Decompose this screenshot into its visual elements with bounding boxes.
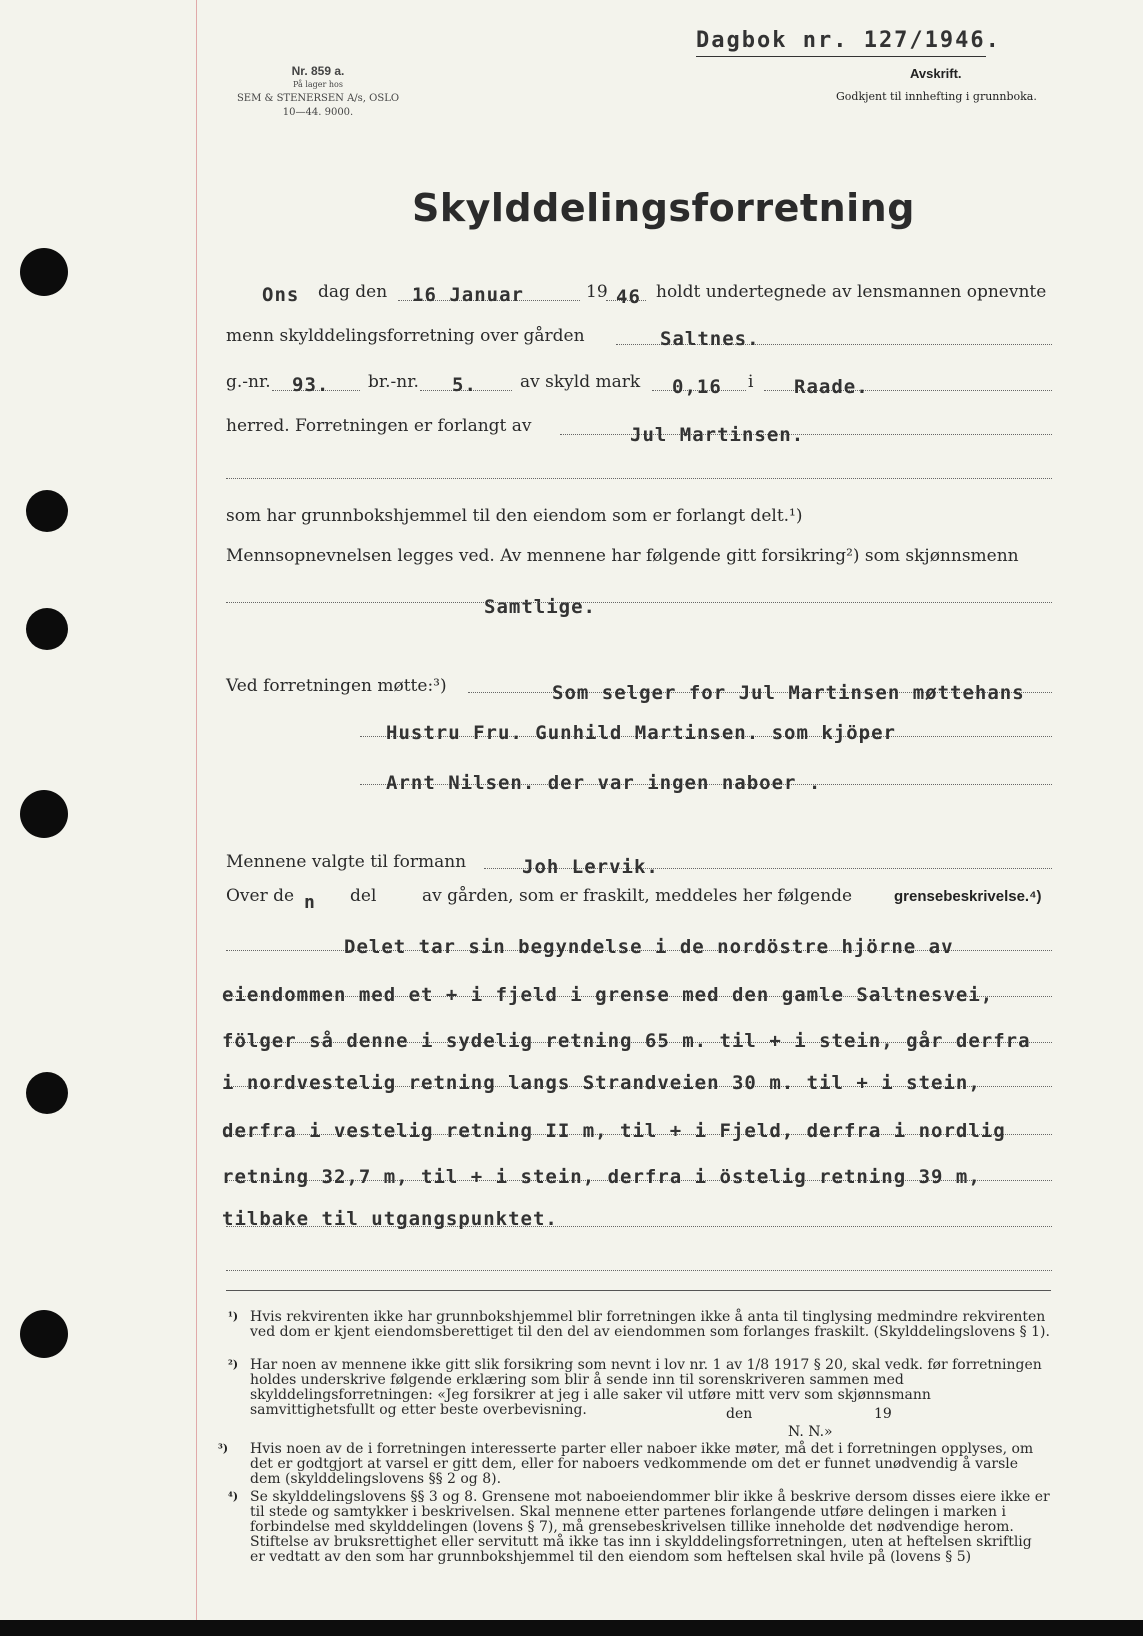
dagbok-underline: [696, 56, 986, 57]
description-line-1: Delet tar sin begyndelse i de nordöstre hjörne av: [344, 936, 954, 958]
printer-line-2: SEM & STENERSEN A/s, OSLO: [236, 93, 400, 104]
grunnbokshjemmel-text: som har grunnbokshjemmel til den eiendom som er forlangt delt.¹): [226, 506, 803, 526]
motte-line-1: Som selger for Jul Martinsen møttehans: [552, 682, 1025, 704]
label-brnr: br.-nr.: [368, 372, 419, 392]
footnote-1-marker: ¹): [228, 1310, 239, 1323]
dotted-line: [226, 478, 1052, 479]
printer-imprint: [232, 64, 404, 120]
farm-name: Saltnes.: [660, 328, 760, 350]
label-grensebeskrivelse: grensebeskrivelse.⁴): [894, 888, 1042, 905]
skjonnsmenn-value: Samtlige.: [484, 596, 596, 618]
label-forlangt: herred. Forretningen er forlangt av: [226, 416, 532, 436]
printer-line-3: 10—44. 9000.: [282, 107, 354, 118]
avskrift-label: Avskrift.: [910, 66, 962, 81]
label-over-de: Over de: [226, 886, 295, 906]
footnote-2-den: den: [726, 1406, 753, 1422]
label-av-garden: av gården, som er fraskilt, meddeles her følgende: [422, 886, 853, 906]
footnote-rule: [226, 1290, 1051, 1291]
margin-rule: [196, 0, 197, 1620]
description-line-2: eiendommen med et + i fjeld i grense med den gamle Saltnesvei,: [222, 984, 994, 1006]
gnr-value: 93.: [292, 374, 330, 396]
label-skylddeling: menn skylddelingsforretning over gården: [226, 326, 585, 346]
footnote-1: Hvis rekvirenten ikke har grunnbokshjemmel blir forretningen ikke å anta til tinglysing medmindre rekvirenten ved dom er kjent eiendomsberettiget til den del av eiendommen som forlanges fraskilt. (Skylddelingslovens § 1).: [250, 1309, 1050, 1340]
forsikring-text: Mennsopnevnelsen legges ved. Av mennene har følgende gitt forsikring²) som skjønnsmenn: [226, 546, 1019, 566]
footnote-4-marker: ⁴): [228, 1490, 239, 1503]
dotted-line: [226, 602, 1052, 603]
binder-hole-4: [20, 790, 68, 838]
kommune: Raade.: [794, 376, 869, 398]
description-line-6: retning 32,7 m, til + i stein, derfra i östelig retning 39 m,: [222, 1166, 981, 1188]
label-formann: Mennene valgte til formann: [226, 852, 467, 872]
dagbok-number: Dagbok nr. 127/1946.: [696, 28, 1001, 53]
binder-hole-6: [20, 1310, 68, 1358]
printer-line-1: På lager hos: [293, 80, 343, 89]
binder-hole-2: [26, 490, 68, 532]
form-number: Nr. 859 a.: [291, 64, 345, 78]
footnote-3-marker: ³): [218, 1442, 229, 1455]
binder-hole-5: [26, 1072, 68, 1114]
label-holdt: holdt undertegnede av lensmannen opnevnte: [656, 282, 1047, 302]
motte-line-2: Hustru Fru. Gunhild Martinsen. som kjöper: [386, 722, 896, 744]
scan-bottom-edge: [0, 1620, 1143, 1636]
document-title: Skylddelingsforretning: [412, 186, 915, 230]
formann-name: Joh Lervik.: [522, 856, 659, 878]
label-dag-den: dag den: [318, 282, 388, 302]
label-gnr: g.-nr.: [226, 372, 271, 392]
godkjent-note: Godkjent til innhefting i grunnboka.: [836, 90, 1037, 103]
footnote-2-marker: ²): [228, 1358, 239, 1371]
label-motte: Ved forretningen møtte:³): [226, 676, 447, 696]
date: 16 Januar: [412, 284, 524, 306]
label-del: del: [350, 886, 377, 906]
description-line-4: i nordvestelig retning langs Strandveien 30 m. til + i stein,: [222, 1072, 981, 1094]
footnote-4: Se skylddelingslovens §§ 3 og 8. Grensene mot naboeiendommer blir ikke å beskrive dersom disses eiere ikke er til stede og samtykker i beskrivelsen. Skal mennene etter partenes forlangende utføre delingen i marken i forbindelse med skylddelingen (lovens § 7), må grensebeskrivelsen tillike inneholde det nødvendige herom. Stiftelse av bruksrettighet eller servitutt må ikke tas inn i skylddelingsforretningen, uten at heftelsen skriftlig er vedtatt av den som har grunnbokshjemmel til den eiendom som heftelsen skal hvile på (lovens § 5): [250, 1489, 1050, 1565]
footnote-2-nn: N. N.»: [788, 1424, 833, 1440]
description-line-5: derfra i vestelig retning II m, til + i Fjeld, derfra i nordlig: [222, 1120, 1006, 1142]
footnote-3: Hvis noen av de i forretningen interesserte parter eller naboer ikke møter, må det i forretningen opplyses, om det er godtgjort at varsel er gitt dem, eller for naboers vedkommende om det er funnet unødvendig å varsle dem (skylddelingslovens §§ 2 og 8).: [250, 1441, 1034, 1487]
footnote-2-19: 19: [874, 1406, 892, 1422]
year: 46: [616, 286, 641, 308]
binder-hole-1: [20, 248, 68, 296]
label-skyld: av skyld mark: [520, 372, 641, 392]
weekday: Ons: [262, 284, 300, 306]
motte-line-3: Arnt Nilsen. der var ingen naboer .: [386, 772, 822, 794]
description-line-7: tilbake til utgangspunktet.: [222, 1208, 558, 1230]
requester: Jul Martinsen.: [630, 424, 805, 446]
brnr-value: 5.: [452, 374, 477, 396]
label-19: 19: [586, 282, 608, 302]
dotted-line: [226, 1270, 1052, 1271]
binder-hole-3: [26, 608, 68, 650]
over-typed-n: n: [304, 892, 316, 913]
description-line-3: fölger så denne i sydelig retning 65 m. til + i stein, går derfra: [222, 1030, 1031, 1052]
skyld-value: 0,16: [672, 376, 722, 398]
label-i: i: [748, 372, 754, 392]
footnote-2: Har noen av mennene ikke gitt slik forsikring som nevnt i lov nr. 1 av 1/8 1917 § 20, skal vedk. før forretningen holdes underskrive følgende erklæring som blir å sende inn til sorenskriveren sammen med skylddelingsforretningen: «Jeg forsikrer at jeg i alle saker vil utføre mitt verv som skjønnsmann samvittighetsfullt og etter beste overbevisning.: [250, 1357, 1042, 1418]
